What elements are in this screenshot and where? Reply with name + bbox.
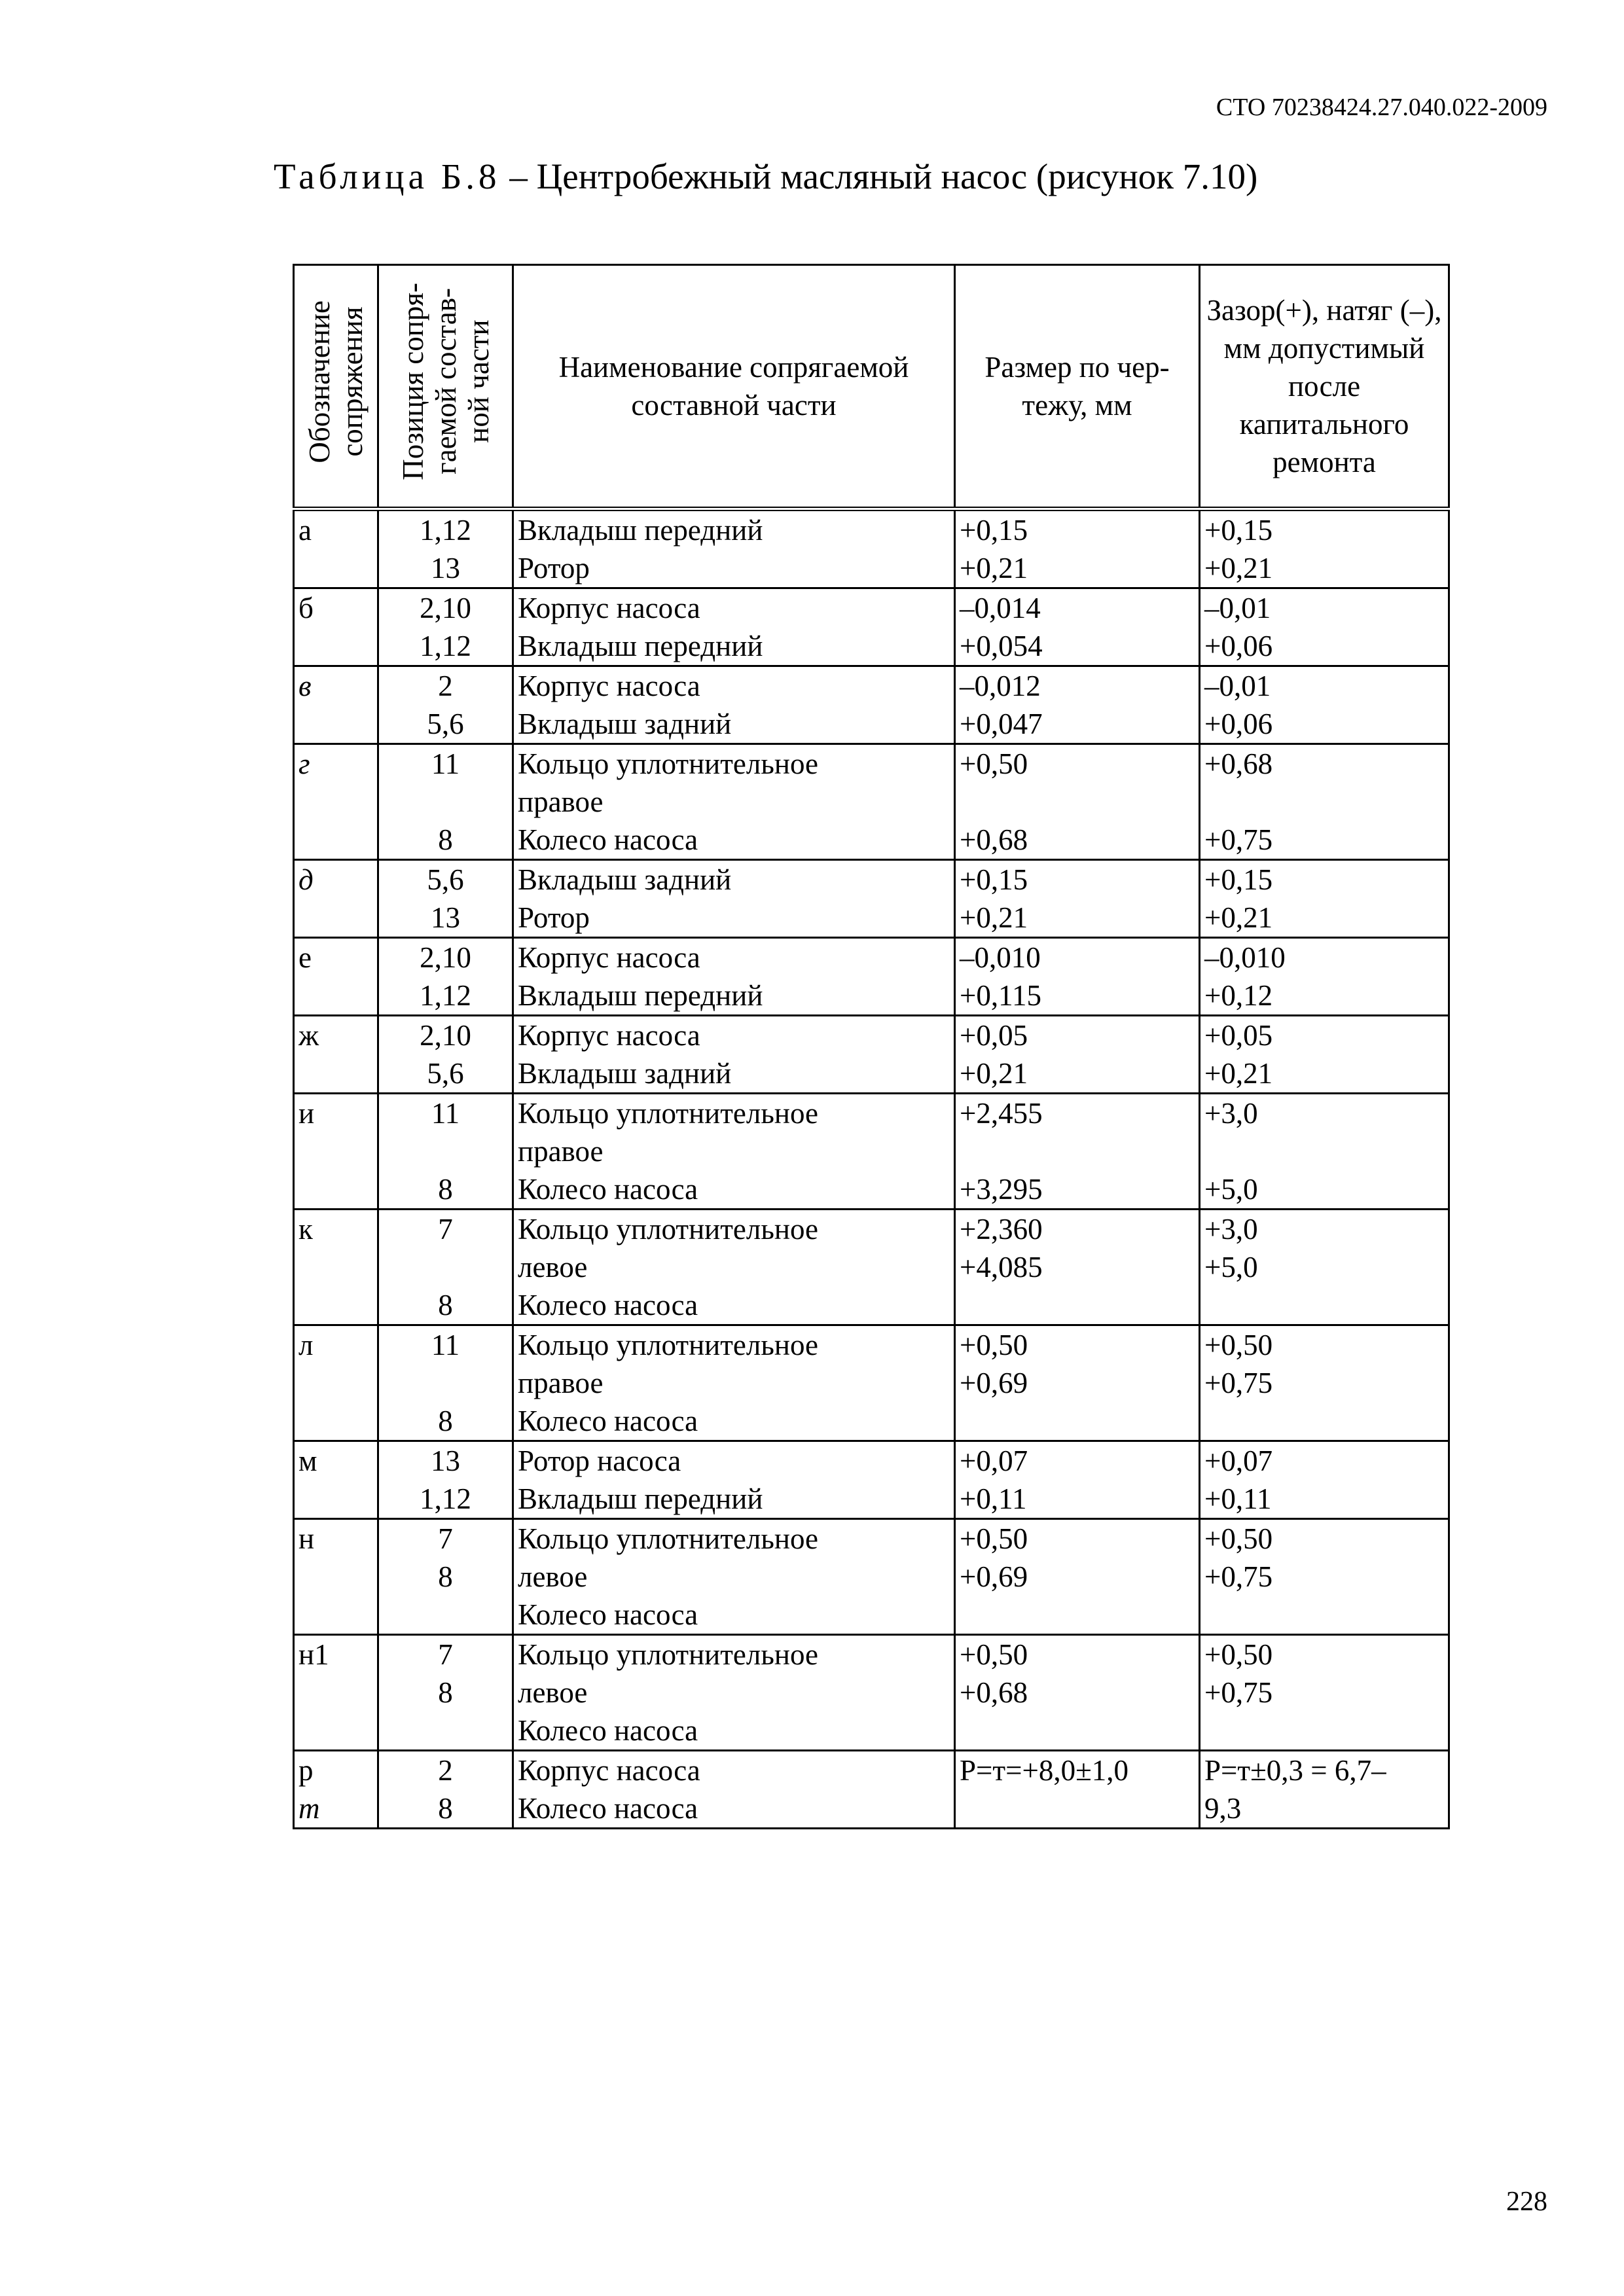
table-row (294, 1441, 1449, 1519)
allowed-clearance: +5,0 (1204, 1173, 1258, 1206)
drawing-size (960, 1402, 1195, 1440)
part-name: Корпус насоса (518, 670, 700, 702)
cell-allowed-clearance (1200, 1441, 1449, 1519)
part-name: Колесо насоса (518, 1289, 698, 1321)
header-part-position-text: Позиция сопря- гаемой состав- ной части (396, 283, 495, 480)
allowed-clearance: +0,75 (1204, 1560, 1273, 1593)
cell-mating-designation (294, 509, 378, 588)
part-name: Корпус насоса (518, 941, 700, 974)
part-position (383, 1596, 508, 1634)
allowed-clearance: +0,50 (1204, 1329, 1273, 1361)
part-position: 8 (438, 1405, 453, 1437)
cell-mating-designation (294, 860, 378, 938)
allowed-clearance: –0,01 (1204, 592, 1271, 624)
mating-designation: р (298, 1754, 314, 1787)
allowed-clearance: +0,11 (1204, 1482, 1272, 1515)
drawing-size: +0,07 (960, 1444, 1028, 1477)
allowed-clearance (1204, 1712, 1444, 1749)
part-position: 8 (438, 1560, 453, 1593)
part-position: 7 (438, 1638, 453, 1671)
allowed-clearance: +0,75 (1204, 823, 1273, 856)
header-part-position (378, 265, 513, 509)
cell-part-name (513, 1751, 955, 1829)
header-drawing-size-text: Размер по чер-тежу, мм (984, 351, 1170, 422)
allowed-clearance (1204, 783, 1444, 821)
part-name: Ротор насоса (518, 1444, 681, 1477)
part-position: 8 (438, 1792, 453, 1825)
cell-part-position (378, 1016, 513, 1094)
allowed-clearance: +3,0 (1204, 1213, 1258, 1246)
cell-allowed-clearance (1200, 860, 1449, 938)
table-row (294, 666, 1449, 744)
cell-mating-designation (294, 588, 378, 666)
cell-drawing-size (955, 744, 1200, 860)
cell-allowed-clearance (1200, 666, 1449, 744)
table-row (294, 1016, 1449, 1094)
table-header-row (294, 265, 1449, 509)
drawing-size: +2,360 (960, 1213, 1043, 1246)
table-row (294, 588, 1449, 666)
cell-allowed-clearance (1200, 1210, 1449, 1325)
allowed-clearance: +0,50 (1204, 1638, 1273, 1671)
allowed-clearance: +0,12 (1204, 979, 1273, 1012)
part-position: 2 (438, 1754, 453, 1787)
part-name: Вкладыш задний (518, 708, 732, 740)
cell-part-name (513, 1210, 955, 1325)
header-allowed-clearance (1200, 265, 1449, 509)
part-name: Кольцо уплотнительное (518, 747, 818, 780)
cell-part-position (378, 938, 513, 1016)
part-position: 11 (431, 747, 460, 780)
cell-part-name (513, 938, 955, 1016)
cell-part-name (513, 1325, 955, 1441)
part-position (383, 1364, 508, 1402)
part-position: 7 (438, 1522, 453, 1555)
cell-drawing-size (955, 509, 1200, 588)
part-name: правое (518, 1135, 604, 1168)
cell-allowed-clearance (1200, 1016, 1449, 1094)
header-mating-designation-text: Обозначение сопряжения (303, 300, 369, 463)
allowed-clearance: +0,06 (1204, 630, 1273, 662)
drawing-size: +0,69 (960, 1560, 1028, 1593)
cell-drawing-size (955, 1094, 1200, 1210)
part-name: Ротор (518, 901, 590, 934)
cell-mating-designation (294, 1751, 378, 1829)
part-name: правое (518, 785, 604, 818)
header-part-name (513, 265, 955, 509)
part-name: Ротор (518, 552, 590, 584)
part-position: 11 (431, 1097, 460, 1130)
document-code: СТО 70238424.27.040.022-2009 (1216, 94, 1547, 121)
cell-mating-designation (294, 744, 378, 860)
table-title-label: Таблица Б.8 (274, 156, 501, 196)
cell-allowed-clearance (1200, 744, 1449, 860)
page-number: 228 (1506, 2187, 1547, 2217)
allowed-clearance: +0,05 (1204, 1019, 1273, 1052)
drawing-size: +0,21 (960, 901, 1028, 934)
part-name: Кольцо уплотнительное (518, 1522, 818, 1555)
cell-part-position (378, 860, 513, 938)
cell-part-name (513, 1441, 955, 1519)
part-position: 1,12 (420, 979, 471, 1012)
cell-part-name (513, 1519, 955, 1635)
cell-part-name (513, 860, 955, 938)
drawing-size: +0,69 (960, 1367, 1028, 1399)
allowed-clearance: +0,68 (1204, 747, 1273, 780)
cell-part-position (378, 744, 513, 860)
part-position: 11 (431, 1329, 460, 1361)
allowed-clearance (1204, 1286, 1444, 1324)
cell-allowed-clearance (1200, 1635, 1449, 1751)
table-title-text: – Центробежный масляный насос (рисунок 7.10) (500, 156, 1258, 196)
mating-designation: и (298, 1097, 315, 1130)
part-position: 7 (438, 1213, 453, 1246)
allowed-clearance: +0,21 (1204, 901, 1273, 934)
part-name: Кольцо уплотнительное (518, 1097, 818, 1130)
table-body (294, 509, 1449, 1829)
allowed-clearance: –0,01 (1204, 670, 1271, 702)
cell-part-name (513, 666, 955, 744)
part-name: левое (518, 1560, 588, 1593)
mating-designation: н1 (298, 1638, 329, 1671)
part-position: 2,10 (420, 941, 471, 974)
table-title (274, 156, 1257, 197)
drawing-size: Р=т=+8,0±1,0 (960, 1754, 1129, 1787)
part-name: Колесо насоса (518, 823, 698, 856)
cell-part-name (513, 1094, 955, 1210)
allowed-clearance: +0,15 (1204, 514, 1273, 547)
cell-mating-designation (294, 666, 378, 744)
part-name: Вкладыш задний (518, 1057, 732, 1090)
mating-designation: д (298, 863, 314, 896)
drawing-size (960, 1132, 1195, 1170)
cell-allowed-clearance (1200, 938, 1449, 1016)
part-position (383, 1248, 508, 1286)
part-name: Кольцо уплотнительное (518, 1329, 818, 1361)
part-name: Вкладыш передний (518, 630, 763, 662)
part-name: Корпус насоса (518, 1754, 700, 1787)
allowed-clearance: Р=т±0,3 = 6,7– (1204, 1754, 1386, 1787)
mating-designation: е (298, 941, 312, 974)
part-position: 5,6 (427, 708, 464, 740)
part-position: 13 (431, 901, 460, 934)
table-row (294, 1635, 1449, 1751)
drawing-size: +0,054 (960, 630, 1043, 662)
cell-part-position (378, 1325, 513, 1441)
drawing-size: +4,085 (960, 1251, 1043, 1283)
drawing-size: +0,115 (960, 979, 1041, 1012)
part-name: Вкладыш передний (518, 979, 763, 1012)
cell-drawing-size (955, 860, 1200, 938)
drawing-size: +0,21 (960, 552, 1028, 584)
drawing-size: +0,047 (960, 708, 1043, 740)
part-name: Колесо насоса (518, 1598, 698, 1631)
header-mating-designation (294, 265, 378, 509)
cell-part-position (378, 509, 513, 588)
drawing-size: +0,21 (960, 1057, 1028, 1090)
cell-allowed-clearance (1200, 1751, 1449, 1829)
part-position: 13 (431, 552, 460, 584)
table-row (294, 938, 1449, 1016)
part-position: 13 (431, 1444, 460, 1477)
part-position: 5,6 (427, 1057, 464, 1090)
drawing-size: +0,50 (960, 1638, 1028, 1671)
cell-allowed-clearance (1200, 1094, 1449, 1210)
cell-mating-designation (294, 1016, 378, 1094)
part-position: 1,12 (420, 630, 471, 662)
allowed-clearance: +0,75 (1204, 1367, 1273, 1399)
table-row (294, 744, 1449, 860)
drawing-size (960, 783, 1195, 821)
part-name: левое (518, 1251, 588, 1283)
part-name: Колесо насоса (518, 1405, 698, 1437)
drawing-size: +0,50 (960, 747, 1028, 780)
cell-part-position (378, 1094, 513, 1210)
drawing-size (960, 1286, 1195, 1324)
cell-allowed-clearance (1200, 588, 1449, 666)
part-name: левое (518, 1676, 588, 1709)
mating-designation: ж (298, 1019, 319, 1052)
part-position: 8 (438, 1676, 453, 1709)
allowed-clearance (1204, 1402, 1444, 1440)
part-name: Вкладыш передний (518, 514, 763, 547)
cell-part-position (378, 1210, 513, 1325)
part-position: 2 (438, 670, 453, 702)
part-name: Корпус насоса (518, 1019, 700, 1052)
cell-drawing-size (955, 666, 1200, 744)
allowed-clearance: +3,0 (1204, 1097, 1258, 1130)
mating-parts-table (293, 264, 1450, 1829)
drawing-size: –0,012 (960, 670, 1041, 702)
cell-allowed-clearance (1200, 1519, 1449, 1635)
drawing-size: –0,010 (960, 941, 1041, 974)
mating-designation: б (298, 592, 314, 624)
cell-allowed-clearance (1200, 1325, 1449, 1441)
cell-part-name (513, 509, 955, 588)
cell-drawing-size (955, 1210, 1200, 1325)
table-row (294, 1751, 1449, 1829)
part-position: 2,10 (420, 592, 471, 624)
cell-allowed-clearance (1200, 509, 1449, 588)
table-row (294, 1519, 1449, 1635)
part-name: Колесо насоса (518, 1792, 698, 1825)
cell-part-position (378, 1635, 513, 1751)
part-position: 8 (438, 823, 453, 856)
drawing-size: +0,11 (960, 1482, 1027, 1515)
mating-designation-secondary: т (298, 1792, 320, 1825)
drawing-size (960, 1596, 1195, 1634)
allowed-clearance: +0,75 (1204, 1676, 1273, 1709)
cell-drawing-size (955, 1635, 1200, 1751)
header-part-name-text: Наименование сопрягаемой составной части (558, 351, 909, 422)
drawing-size: +0,50 (960, 1522, 1028, 1555)
drawing-size: +0,50 (960, 1329, 1028, 1361)
allowed-clearance: +0,21 (1204, 552, 1273, 584)
cell-part-position (378, 1751, 513, 1829)
cell-mating-designation (294, 938, 378, 1016)
allowed-clearance: +0,50 (1204, 1522, 1273, 1555)
part-position: 2,10 (420, 1019, 471, 1052)
allowed-clearance: +0,06 (1204, 708, 1273, 740)
header-drawing-size (955, 265, 1200, 509)
part-position: 5,6 (427, 863, 464, 896)
allowed-clearance: +5,0 (1204, 1251, 1258, 1283)
mating-designation: к (298, 1213, 313, 1246)
drawing-size (960, 1712, 1195, 1749)
drawing-size: –0,014 (960, 592, 1041, 624)
part-name: Кольцо уплотнительное (518, 1213, 818, 1246)
cell-drawing-size (955, 1325, 1200, 1441)
part-name: Кольцо уплотнительное (518, 1638, 818, 1671)
part-name: Вкладыш передний (518, 1482, 763, 1515)
cell-mating-designation (294, 1441, 378, 1519)
drawing-size: +3,295 (960, 1173, 1043, 1206)
allowed-clearance: +0,21 (1204, 1057, 1273, 1090)
table-row (294, 860, 1449, 938)
allowed-clearance: –0,010 (1204, 941, 1286, 974)
cell-mating-designation (294, 1635, 378, 1751)
cell-part-position (378, 1519, 513, 1635)
mating-designation: л (298, 1329, 314, 1361)
cell-drawing-size (955, 1519, 1200, 1635)
table-row (294, 1094, 1449, 1210)
allowed-clearance: 9,3 (1204, 1792, 1242, 1825)
cell-mating-designation (294, 1094, 378, 1210)
part-name: Колесо насоса (518, 1714, 698, 1747)
part-name: Колесо насоса (518, 1173, 698, 1206)
part-position: 8 (438, 1289, 453, 1321)
part-position (383, 783, 508, 821)
table-row (294, 1210, 1449, 1325)
allowed-clearance (1204, 1132, 1444, 1170)
part-name: правое (518, 1367, 604, 1399)
mating-designation: м (298, 1444, 317, 1477)
cell-part-position (378, 666, 513, 744)
mating-designation: в (298, 670, 312, 702)
part-name: Корпус насоса (518, 592, 700, 624)
allowed-clearance: +0,07 (1204, 1444, 1273, 1477)
cell-part-name (513, 1635, 955, 1751)
table-row (294, 509, 1449, 588)
drawing-size: +0,05 (960, 1019, 1028, 1052)
drawing-size: +0,68 (960, 1676, 1028, 1709)
table-row (294, 1325, 1449, 1441)
mating-designation: г (298, 747, 310, 780)
allowed-clearance (1204, 1596, 1444, 1634)
drawing-size (960, 1789, 1195, 1827)
mating-designation: н (298, 1522, 315, 1555)
part-position: 8 (438, 1173, 453, 1206)
part-position: 1,12 (420, 1482, 471, 1515)
cell-part-name (513, 1016, 955, 1094)
cell-part-position (378, 588, 513, 666)
part-position (383, 1132, 508, 1170)
cell-mating-designation (294, 1325, 378, 1441)
header-allowed-clearance-text: Зазор(+), натяг (–), мм допустимый после капитального ремонта (1206, 294, 1442, 478)
cell-part-position (378, 1441, 513, 1519)
drawing-size: +0,68 (960, 823, 1028, 856)
cell-mating-designation (294, 1519, 378, 1635)
cell-part-name (513, 744, 955, 860)
cell-drawing-size (955, 588, 1200, 666)
mating-designation: а (298, 514, 312, 547)
cell-mating-designation (294, 1210, 378, 1325)
part-position (383, 1712, 508, 1749)
cell-drawing-size (955, 1751, 1200, 1829)
part-position: 1,12 (420, 514, 471, 547)
cell-part-name (513, 588, 955, 666)
part-name: Вкладыш задний (518, 863, 732, 896)
drawing-size: +0,15 (960, 863, 1028, 896)
cell-drawing-size (955, 1441, 1200, 1519)
cell-drawing-size (955, 938, 1200, 1016)
drawing-size: +0,15 (960, 514, 1028, 547)
drawing-size: +2,455 (960, 1097, 1043, 1130)
allowed-clearance: +0,15 (1204, 863, 1273, 896)
cell-drawing-size (955, 1016, 1200, 1094)
